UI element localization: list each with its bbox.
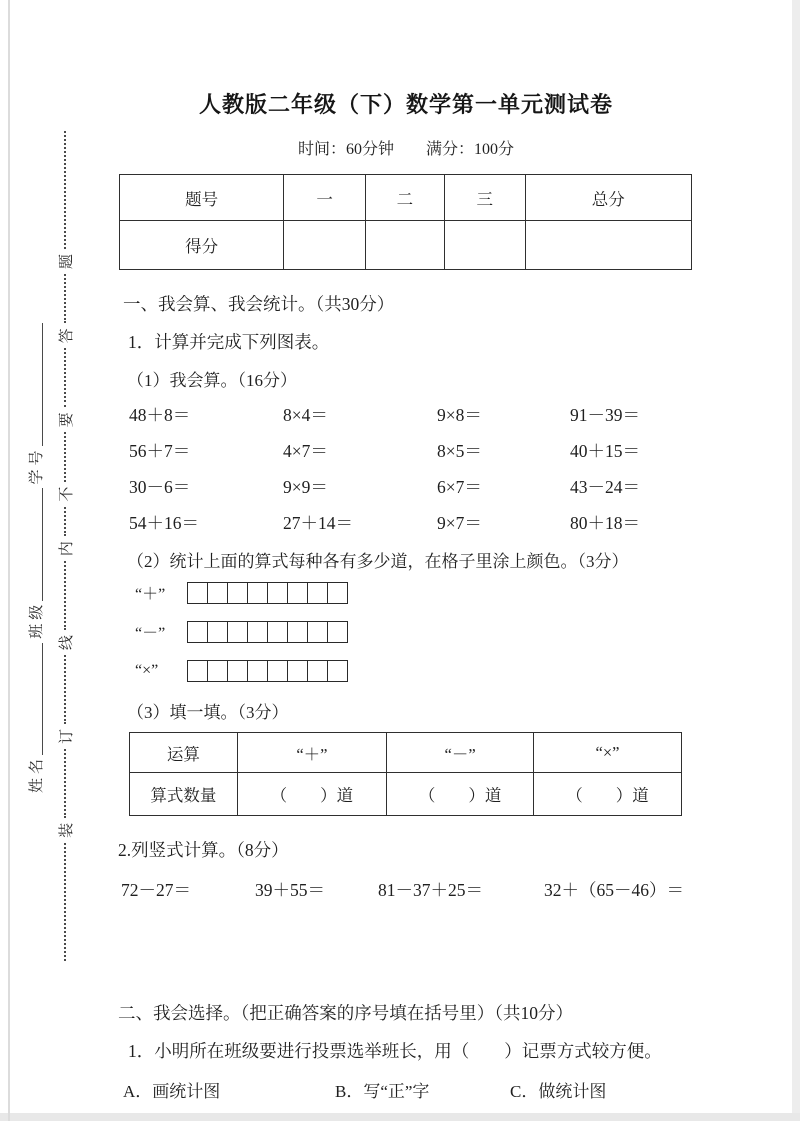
calc-item: 8×4＝	[283, 405, 328, 425]
calc-item: 80＋18＝	[570, 513, 640, 533]
score-table	[119, 174, 692, 270]
grid-cell	[187, 660, 208, 682]
score-table-header-cell: 总分	[525, 175, 691, 221]
tally-bar-times	[135, 659, 712, 682]
exam-full-score: 满分：100分	[426, 141, 515, 158]
binding-dots	[64, 843, 66, 961]
calc-item: 30－6＝	[129, 477, 191, 497]
binding-dots	[64, 507, 66, 537]
score-table-header-cell: 题号	[120, 175, 284, 221]
grid-cell	[248, 660, 268, 682]
fill-table-cell: “＋”	[237, 733, 387, 773]
class-field-label: 班级	[29, 600, 45, 639]
part3-heading: （3）填一填。（3分）	[127, 703, 289, 722]
fill-table-cell: “－”	[387, 733, 534, 773]
binding-char: 要	[58, 412, 75, 428]
grid-cell	[228, 660, 248, 682]
fill-in-table	[129, 732, 682, 816]
grid-cell	[288, 582, 308, 604]
option-c: C．做统计图	[510, 1082, 607, 1101]
binding-char: 装	[58, 822, 75, 838]
binding-dots	[64, 655, 66, 724]
part2-heading: （2）统计上面的算式每种各有多少道，在格子里涂上颜色。（3分）	[127, 552, 629, 571]
grid-cell	[268, 621, 288, 643]
fill-table-cell: （ ）道	[387, 773, 534, 816]
fill-table-header-row	[130, 733, 682, 773]
grid-cell	[187, 582, 208, 604]
bar-cells	[187, 660, 348, 682]
student-number-field-label: 学号	[29, 446, 45, 485]
fill-table-cell: 运算	[130, 733, 238, 773]
grid-cell	[228, 582, 248, 604]
score-table-header-row	[120, 175, 692, 221]
equation-item: 81－37＋25＝	[378, 880, 483, 900]
equation-item: 32＋（65－46）＝	[544, 880, 684, 900]
calc-item: 56＋7＝	[129, 441, 191, 461]
grid-cell	[308, 582, 328, 604]
tally-bar-minus	[135, 620, 712, 643]
calc-item: 9×9＝	[283, 477, 328, 497]
exam-meta	[100, 136, 712, 159]
exam-time: 时间：60分钟	[297, 141, 394, 158]
tally-bars	[135, 581, 712, 682]
tally-bar-plus	[135, 581, 712, 604]
grid-cell	[187, 621, 208, 643]
binding-dots	[64, 432, 66, 481]
grid-cell	[208, 621, 228, 643]
grid-cell	[328, 621, 348, 643]
grid-cell	[228, 621, 248, 643]
bar-label-minus: “－”	[135, 625, 166, 642]
grid-cell	[328, 660, 348, 682]
bar-cells	[187, 582, 348, 604]
part1-heading: （1）我会算。（16分）	[127, 371, 297, 390]
equation-item: 72－27＝	[121, 880, 191, 900]
grid-cell	[308, 621, 328, 643]
score-cell-empty	[284, 221, 366, 270]
section1-q2-text: 2.列竖式计算。（8分）	[118, 840, 289, 860]
fill-table-cell: （ ）道	[237, 773, 387, 816]
section1-heading: 一、我会算、我会统计。（共30分）	[123, 294, 395, 314]
grid-cell	[288, 621, 308, 643]
scan-edge-right	[792, 0, 800, 1121]
calc-item: 54＋16＝	[129, 513, 199, 533]
student-info-rail	[24, 319, 46, 793]
score-table-header-cell: 二	[365, 175, 444, 221]
paper-content	[100, 0, 712, 1102]
section2-heading: 二、我会选择。（把正确答案的序号填在括号里）（共10分）	[118, 1003, 573, 1023]
calc-item: 9×8＝	[437, 405, 482, 425]
score-table-header-cell: 三	[444, 175, 525, 221]
score-cell-empty	[444, 221, 525, 270]
grid-cell	[268, 582, 288, 604]
calc-item: 27＋14＝	[283, 513, 353, 533]
calc-item: 43－24＝	[570, 477, 640, 497]
fill-table-answer-row	[130, 773, 682, 816]
fill-table-cell: “×”	[534, 733, 682, 773]
binding-dots	[64, 749, 66, 818]
choice-options	[123, 1077, 712, 1102]
section1-q1-text: 1．计算并完成下列图表。	[128, 332, 330, 352]
page-title: 人教版二年级（下）数学第一单元测试卷	[198, 92, 613, 117]
score-cell-empty	[365, 221, 444, 270]
grid-cell	[248, 582, 268, 604]
calc-item: 40＋15＝	[570, 441, 640, 461]
binding-line	[54, 127, 76, 965]
binding-dots	[64, 348, 66, 407]
calc-grid	[129, 402, 712, 535]
section2-q1-text: 1．小明所在班级要进行投票选举班长，用（ ）记票方式较方便。	[128, 1041, 662, 1061]
grid-cell	[208, 660, 228, 682]
name-field-label: 姓名	[29, 754, 45, 793]
calc-item: 8×5＝	[437, 441, 482, 461]
score-cell-empty	[525, 221, 691, 270]
binding-dots	[64, 561, 66, 630]
calc-item: 6×7＝	[437, 477, 482, 497]
scan-edge-left	[8, 0, 10, 1121]
scan-edge-bottom	[0, 1113, 800, 1121]
calc-item: 48＋8＝	[129, 405, 191, 425]
bar-label-times: “×”	[135, 661, 159, 679]
binding-char: 不	[58, 486, 75, 502]
binding-char: 订	[58, 728, 75, 744]
score-table-score-row	[120, 221, 692, 270]
fill-table-cell: （ ）道	[534, 773, 682, 816]
binding-dots	[64, 131, 66, 249]
option-a: A．画统计图	[123, 1082, 221, 1101]
calc-item: 9×7＝	[437, 513, 482, 533]
vertical-calc-equations	[121, 877, 712, 902]
binding-char: 线	[58, 635, 75, 651]
calc-item: 4×7＝	[283, 441, 328, 461]
binding-dots	[64, 274, 66, 323]
bar-cells	[187, 621, 348, 643]
score-row-label: 得分	[120, 221, 284, 270]
binding-char: 题	[58, 254, 75, 270]
binding-char: 答	[58, 328, 75, 344]
grid-cell	[308, 660, 328, 682]
class-field-blank	[38, 488, 43, 600]
grid-cell	[208, 582, 228, 604]
grid-cell	[288, 660, 308, 682]
name-field-blank	[38, 643, 43, 755]
binding-char: 内	[58, 541, 75, 557]
student-number-field-blank	[38, 323, 43, 446]
option-b: B．写“正”字	[335, 1082, 430, 1101]
score-table-header-cell: 一	[284, 175, 366, 221]
calc-item: 91－39＝	[570, 405, 640, 425]
grid-cell	[268, 660, 288, 682]
grid-cell	[248, 621, 268, 643]
grid-cell	[328, 582, 348, 604]
fill-table-cell: 算式数量	[130, 773, 238, 816]
equation-item: 39＋55＝	[255, 880, 325, 900]
bar-label-plus: “＋”	[135, 586, 166, 603]
